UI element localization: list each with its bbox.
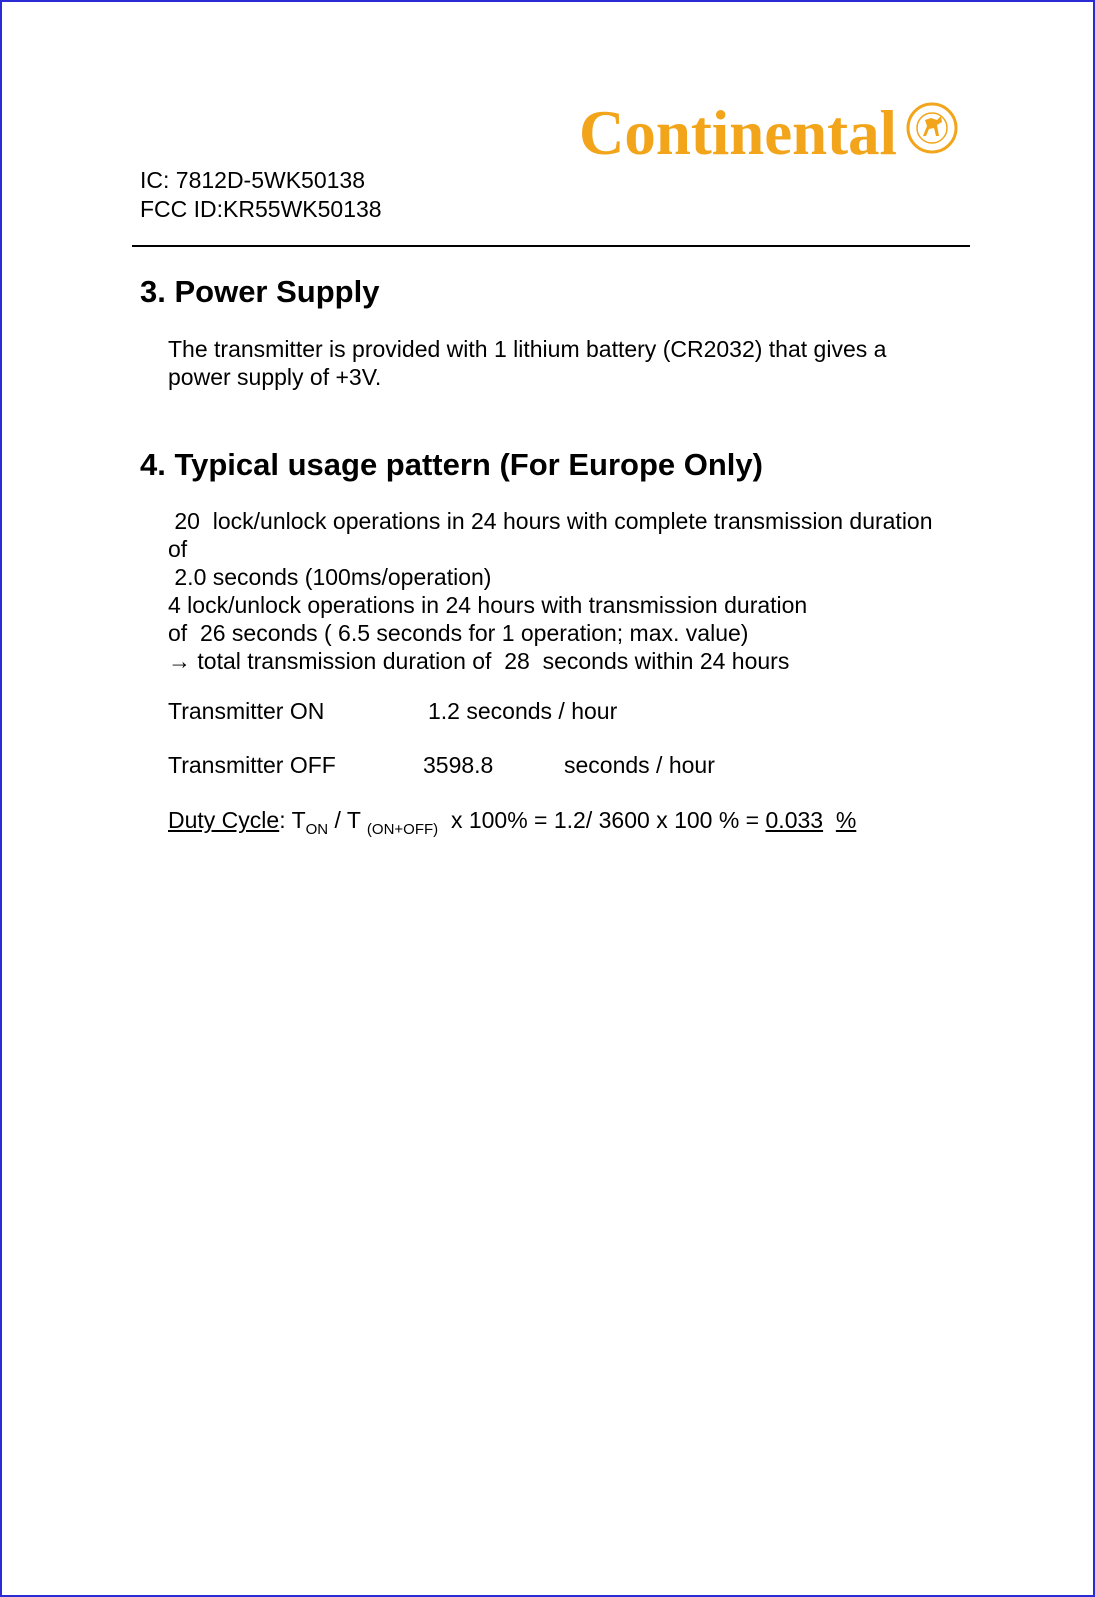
duty-result: 0.033	[765, 807, 824, 833]
section-3-paragraph	[168, 335, 886, 391]
subscript-on-off: (ON+OFF)	[366, 821, 439, 838]
section-4-heading: 4. Typical usage pattern (For Europe Only)	[140, 447, 763, 482]
duty-t-on: T	[291, 807, 306, 833]
duty-colon: :	[279, 807, 292, 833]
transmitter-off-label: Transmitter OFF	[168, 752, 336, 778]
subscript-on: ON	[305, 821, 329, 838]
paragraph-line: 2.0 seconds (100ms/operation)	[168, 564, 492, 590]
duty-percent: %	[835, 807, 857, 833]
paragraph-line: of 26 seconds ( 6.5 seconds for 1 operation; max. value)	[168, 620, 749, 646]
transmitter-off-unit: seconds / hour	[564, 752, 715, 778]
transmitter-off-value: 3598.8	[423, 752, 494, 778]
paragraph-line: 4 lock/unlock operations in 24 hours with transmission duration	[168, 592, 808, 618]
paragraph-line: → total transmission duration of 28 seconds within 24 hours	[168, 648, 790, 674]
identifier-block	[140, 166, 382, 224]
logo-wordmark: Continental	[579, 98, 897, 168]
duty-slash: / T	[328, 807, 367, 833]
header-divider	[132, 245, 970, 247]
paragraph-line: 20 lock/unlock operations in 24 hours with complete transmission duration	[168, 508, 933, 534]
transmitter-on-label: Transmitter ON	[168, 698, 325, 724]
duty-cycle-formula	[168, 807, 857, 838]
paragraph-line: power supply of +3V.	[168, 364, 382, 390]
continental-logo	[579, 98, 969, 170]
duty-cycle-label: Duty Cycle	[168, 807, 280, 833]
section-3-heading: 3. Power Supply	[140, 274, 380, 309]
paragraph-line: of	[168, 536, 188, 562]
paragraph-line: The transmitter is provided with 1 lithium battery (CR2032) that gives a	[168, 336, 887, 362]
transmitter-on-value: 1.2 seconds / hour	[428, 698, 618, 724]
section-4-paragraph	[168, 507, 933, 675]
horse-emblem-icon	[908, 104, 956, 152]
ic-number: IC: 7812D-5WK50138	[140, 167, 366, 193]
duty-formula: x 100% = 1.2/ 3600 x 100 % =	[438, 807, 766, 833]
fcc-id: FCC ID:KR55WK50138	[140, 196, 382, 222]
